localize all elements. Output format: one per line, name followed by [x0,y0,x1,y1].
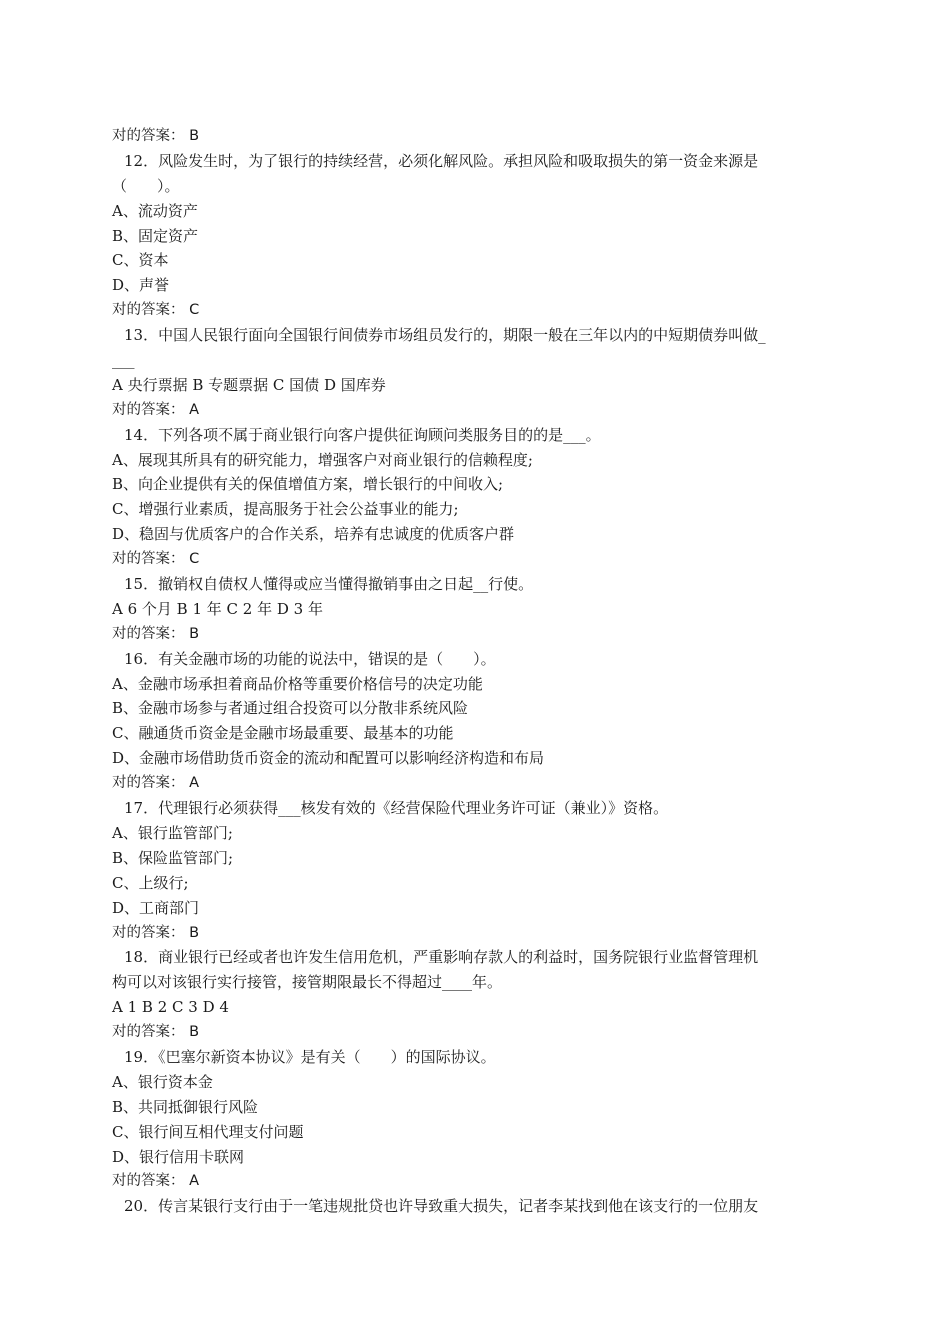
option-line: A、展现其所具有的研究能力，增强客户对商业银行的信赖程度; [112,450,533,469]
answer-line: 对的答案： A [112,775,200,792]
option-line: A、银行监管部门; [112,823,233,842]
option-line: B、保险监管部门; [112,848,234,867]
option-line: D、银行信用卡联网 [112,1147,245,1166]
question-18: 18．商业银行已经或者也许发生信用危机，严重影响存款人的利益时，国务院银行业监督管理机 [124,948,759,967]
answer-line: 对的答案： B [112,625,200,642]
option-line: A 1 B 2 C 3 D 4 [112,998,229,1017]
question-12-continuation: （ ）。 [112,176,180,195]
option-line: A 央行票据 B 专题票据 C 国债 D 国库券 [112,375,386,394]
question-13: 13．中国人民银行面向全国银行间债券市场组员发行的，期限一般在三年以内的中短期债券叫做_ [124,326,766,345]
option-line: C、融通货币资金是金融市场最重要、最基本的功能 [112,724,454,743]
question-19: 19．《巴塞尔新资本协议》是有关（ ）的国际协议。 [124,1047,496,1066]
option-line: D、金融市场借助货币资金的流动和配置可以影响经济构造和布局 [112,749,545,768]
question-12: 12．风险发生时，为了银行的持续经营，必须化解风险。承担风险和吸取损失的第一资金来源是 [124,151,759,170]
option-line: A、金融市场承担着商品价格等重要价格信号的决定功能 [112,674,483,693]
option-line: A 6 个月 B 1 年 C 2 年 D 3 年 [112,599,323,618]
option-line: B、金融市场参与者通过组合投资可以分散非系统风险 [112,699,469,718]
option-line: A、流动资产 [112,201,198,220]
answer-line: 对的答案： B [112,128,200,144]
option-line: C、银行间互相代理支付问题 [112,1122,304,1141]
answer-line: 对的答案： A [112,401,200,418]
option-line: A、银行资本金 [112,1072,213,1091]
question-15: 15．撤销权自债权人懂得或应当懂得撤销事由之日起__行使。 [124,575,534,594]
question-20: 20．传言某银行支行由于一笔违规批贷也许导致重大损失，记者李某找到他在该支行的一位朋友 [124,1197,759,1216]
question-17: 17．代理银行必须获得___核发有效的《经营保险代理业务许可证（兼业）》资格。 [124,799,669,818]
question-18-continuation: 构可以对该银行实行接管，接管期限最长不得超过____年。 [112,973,503,992]
question-14: 14．下列各项不属于商业银行向客户提供征询顾问类服务目的的是___。 [124,425,601,444]
answer-line: 对的答案： A [112,1173,200,1190]
option-line: C、上级行; [112,873,189,892]
answer-line: 对的答案： B [112,1024,200,1041]
option-line: C、增强行业素质，提高服务于社会公益事业的能力; [112,500,459,519]
answer-line: 对的答案： C [112,551,200,568]
answer-line: 对的答案： B [112,924,200,941]
option-line: D、稳固与优质客户的合作关系，培养有忠诚度的优质客户群 [112,525,515,544]
question-13-continuation: ___ [112,351,135,370]
option-line: D、工商部门 [112,898,200,917]
option-line: B、共同抵御银行风险 [112,1097,259,1116]
answer-line: 对的答案： C [112,302,200,319]
option-line: C、资本 [112,251,169,270]
option-line: B、固定资产 [112,226,199,245]
question-16: 16．有关金融市场的功能的说法中，错误的是（ ）。 [124,649,496,668]
option-line: B、向企业提供有关的保值增值方案，增长银行的中间收入; [112,475,504,494]
option-line: D、声誉 [112,276,170,295]
document-page [112,124,840,1219]
